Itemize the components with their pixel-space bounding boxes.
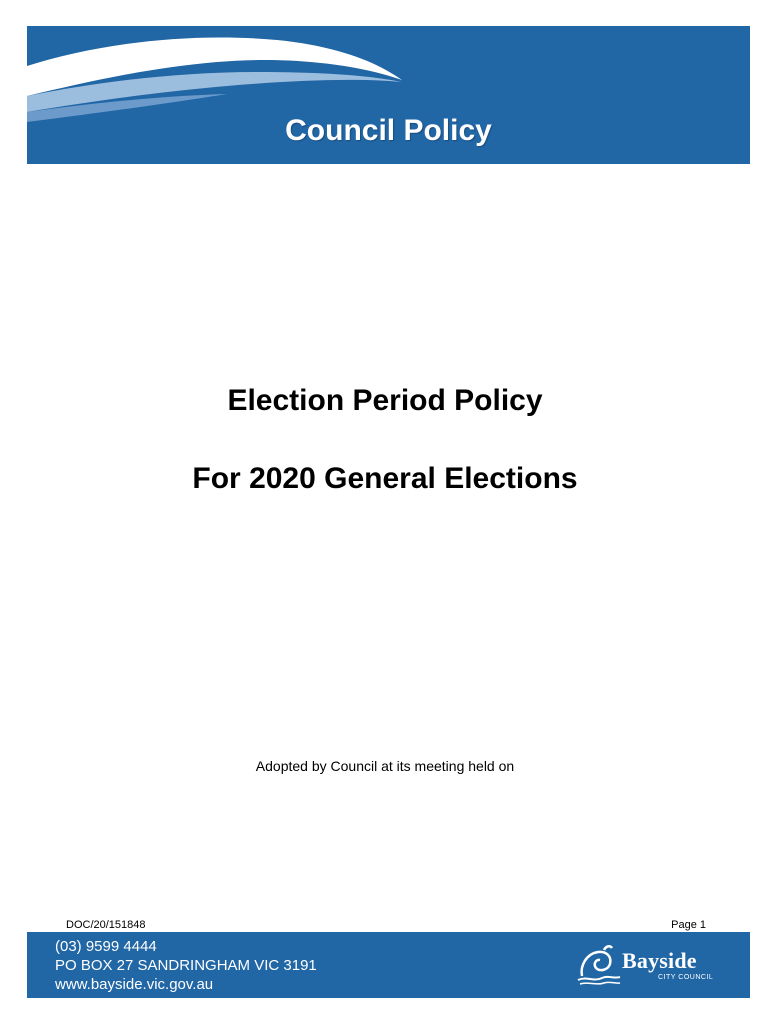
document-title: Election Period Policy (227, 384, 543, 417)
header-title: Council Policy (285, 114, 492, 147)
bayside-logo (576, 942, 716, 988)
header-banner (27, 26, 750, 164)
logo-subtitle: CITY COUNCIL (658, 974, 714, 981)
contact-address: PO BOX 27 SANDRINGHAM VIC 3191 (55, 957, 317, 974)
shell-logo-icon (576, 942, 622, 988)
document-reference: DOC/20/151848 (66, 919, 146, 931)
adopted-text: Adopted by Council at its meeting held on (255, 758, 515, 774)
contact-phone: (03) 9599 4444 (55, 938, 157, 955)
logo-name: Bayside (622, 948, 697, 973)
document-subtitle: For 2020 General Elections (192, 462, 578, 495)
page-number: Page 1 (671, 919, 706, 931)
contact-website: www.bayside.vic.gov.au (55, 976, 214, 993)
footer-banner (27, 932, 750, 998)
